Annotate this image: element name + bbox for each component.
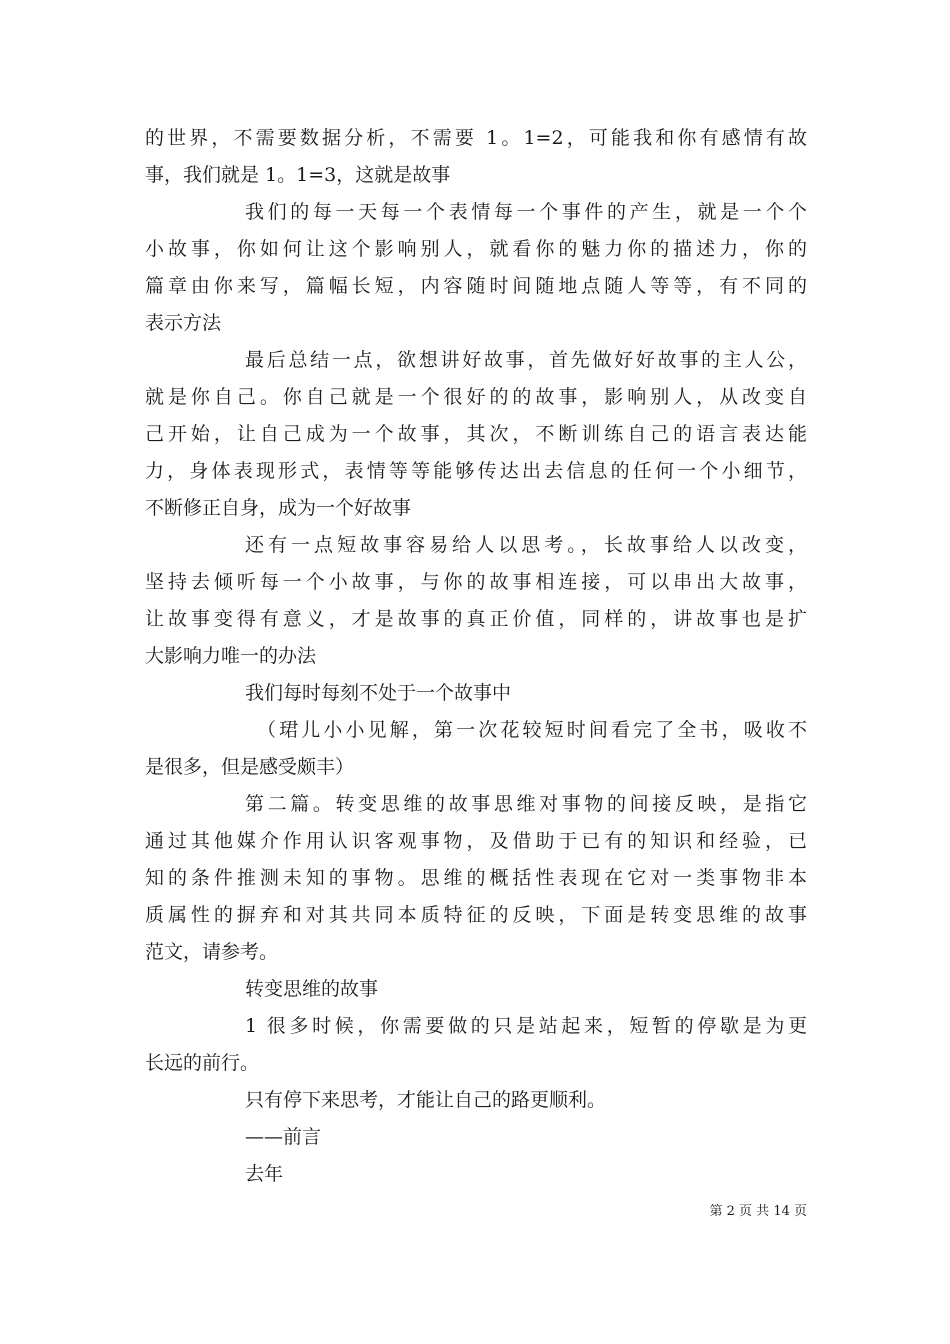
paragraph-start-line: 还有一点短故事容易给人以思考。，长故事给人以改变， xyxy=(245,534,807,556)
section-title: 转变思维的故事 xyxy=(245,978,379,1000)
paragraph-start-line: 我们每时每刻不处于一个故事中 xyxy=(245,682,512,704)
text-line: 坚持去倾听每一个小故事，与你的故事相连接，可以串出大故事， xyxy=(145,571,807,593)
text-line: 长远的前行。 xyxy=(145,1052,260,1074)
text-line: 是很多，但是感受颇丰） xyxy=(145,756,355,778)
text-line: 就是你自己。你自己就是一个很好的的故事，影响别人，从改变自 xyxy=(145,386,807,408)
paragraph-start-line: 只有停下来思考，才能让自己的路更顺利。 xyxy=(245,1089,607,1111)
text-line: 让故事变得有意义，才是故事的真正价值，同样的，讲故事也是扩 xyxy=(145,608,807,630)
text-line: 己开始，让自己成为一个故事，其次，不断训练自己的语言表达能 xyxy=(145,423,807,445)
text-line: 篇章由你来写，篇幅长短，内容随时间随地点随人等等，有不同的 xyxy=(145,275,807,297)
text-line: 不断修正自身，成为一个好故事 xyxy=(145,497,412,519)
paragraph-start-line: 最后总结一点，欲想讲好故事，首先做好好故事的主人公， xyxy=(245,349,807,371)
text-line: 大影响力唯一的办法 xyxy=(145,645,317,667)
page-number-footer: 第 2 页 共 14 页 xyxy=(709,1204,807,1219)
paragraph-start-line: 1 很多时候，你需要做的只是站起来，短暂的停歇是为更 xyxy=(245,1015,807,1037)
paragraph-start-line: 去年 xyxy=(245,1163,284,1185)
text-line: 力，身体表现形式，表情等等能够传达出去信息的任何一个小细节， xyxy=(145,460,807,482)
text-line: 的世界，不需要数据分析，不需要 1。1=2，可能我和你有感情有故 xyxy=(145,127,807,149)
text-line: 表示方法 xyxy=(145,312,222,334)
preface-label: ——前言 xyxy=(245,1126,322,1148)
paragraph-start-line: 我们的每一天每一个表情每一个事件的产生，就是一个个 xyxy=(245,201,807,223)
text-line: 质属性的摒弃和对其共同本质特征的反映，下面是转变思维的故事 xyxy=(145,904,807,926)
text-line: 范文，请参考。 xyxy=(145,941,279,963)
text-line: 通过其他媒介作用认识客观事物，及借助于已有的知识和经验，已 xyxy=(145,830,807,852)
text-line: 事，我们就是 1。1=3，这就是故事 xyxy=(145,164,451,186)
document-body xyxy=(145,120,807,1193)
paragraph-start-line: （珺儿小小见解，第一次花较短时间看完了全书，吸收不 xyxy=(257,719,807,741)
text-line: 小故事，你如何让这个影响别人，就看你的魅力你的描述力，你的 xyxy=(145,238,807,260)
text-line: 知的条件推测未知的事物。思维的概括性表现在它对一类事物非本 xyxy=(145,867,807,889)
paragraph-start-line: 第二篇。转变思维的故事思维对事物的间接反映，是指它 xyxy=(245,793,807,815)
